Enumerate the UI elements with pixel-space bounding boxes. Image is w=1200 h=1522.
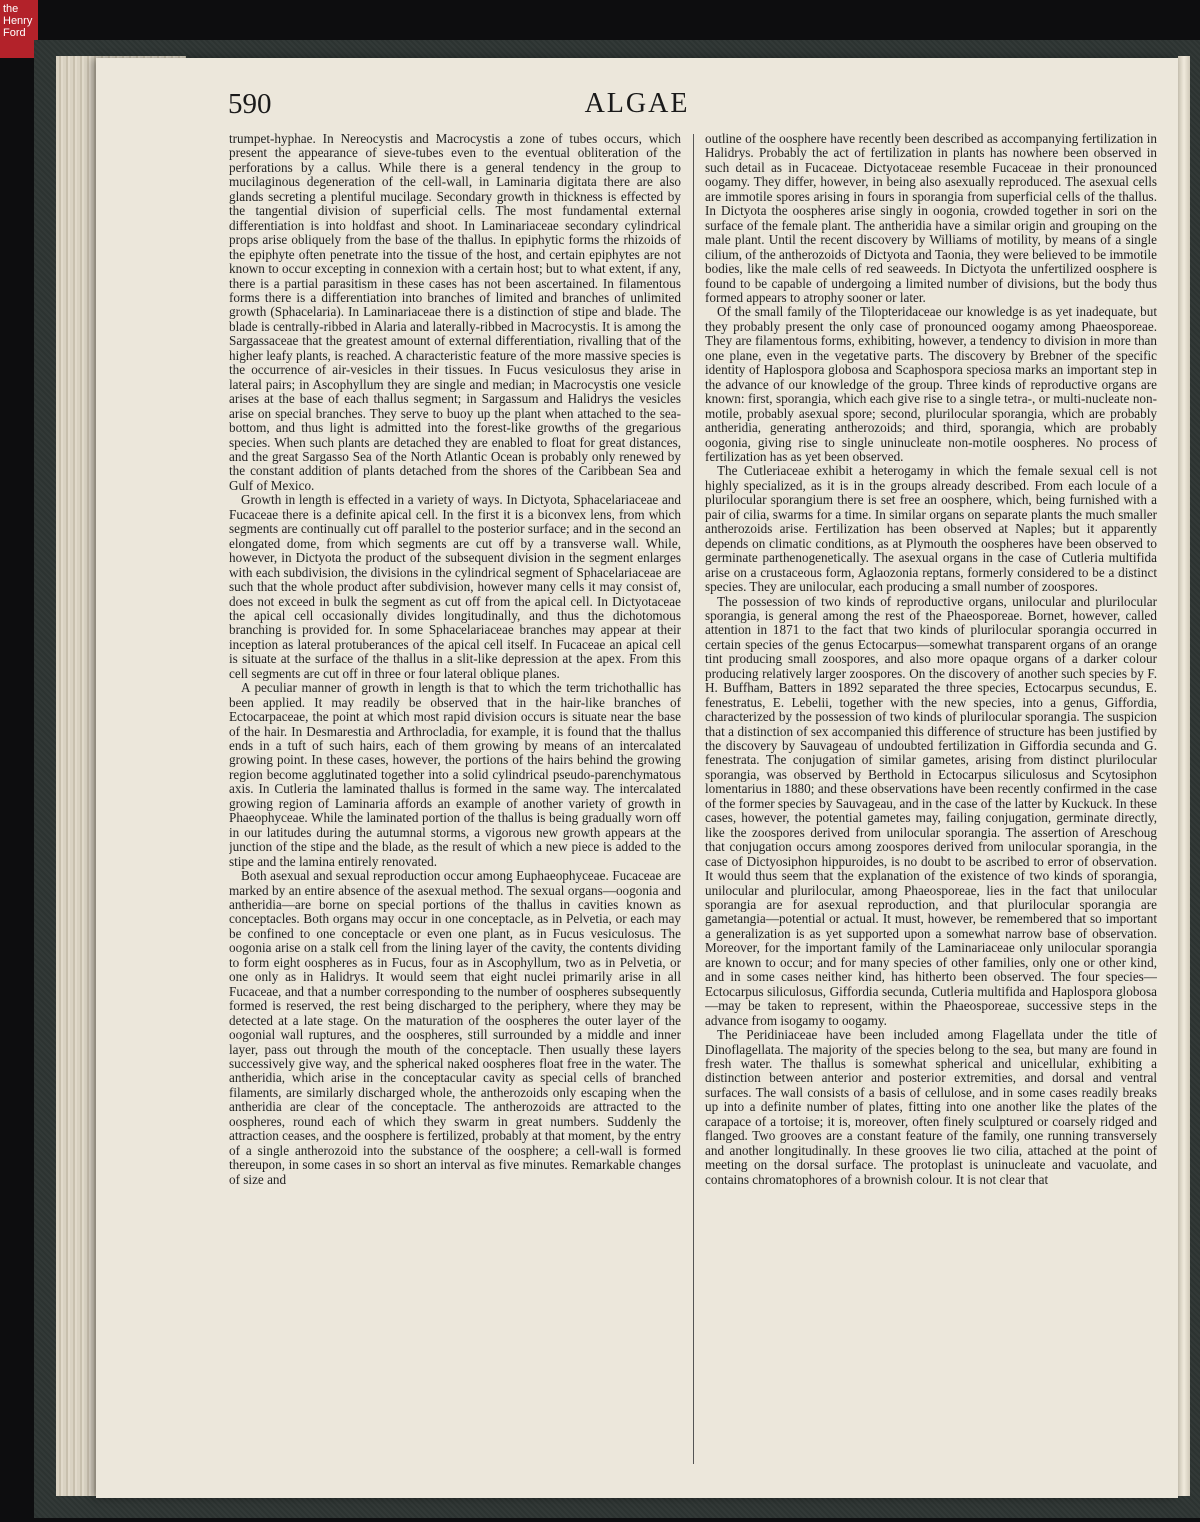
right-column bbox=[705, 132, 1157, 1472]
left-column bbox=[229, 132, 681, 1472]
column-rule bbox=[693, 134, 694, 1464]
book-page bbox=[96, 58, 1178, 1498]
paragraph: Of the small family of the Tilopteridaceae our knowledge is as yet inadequate, but they probably present the only case of pronounced oogamy among Phaeosporeae. They are filamentous forms, exhibiting, however, a tendency to division in more than one plane, even in the vegetative parts. The discovery by Brebner of the specific identity of Haplospora globosa and Scaphospora speciosa marks an important step in the advance of our knowledge of the group. Three kinds of reproductive organs are known: first, sporangia, which each give rise to a single tetra-, or multi-nucleate non-motile, probably asexual spore; second, plurilocular sporangia, which are probably antheridia, generating antherozoids; and third, sporangia, which are probably oogonia, giving rise to single uninucleate non-motile oospheres. No process of fertilization has as yet been observed. bbox=[705, 304, 1157, 464]
paragraph: Both asexual and sexual reproduction occur among Euphaeophyceae. Fucaceae are marked by an entire absence of the asexual method. The sexual organs—oogonia and antheridia—are borne on special portions of the thallus in cavities known as conceptacles. Both organs may occur in one conceptacle, as in Pelvetia, or each may be confined to one conceptacle or even one plant, as in Fucus vesiculosus. The oogonia arise on a stalk cell from the lining layer of the cavity, the contents dividing to form eight oospheres as in Fucus, four as in Ascophyllum, two as in Pelvetia, or one only as in Halidrys. It would seem that eight nuclei primarily arise in all Fucaceae, and that a number corresponding to the number of oospheres subsequently formed is reserved, the rest being discharged to the periphery, where they may be detected at a late stage. On the maturation of the oospheres the outer layer of the oogonial wall ruptures, and the oospheres, still surrounded by a middle and inner layer, pass out through the mouth of the conceptacle. Then usually these layers successively give way, and the spherical naked oospheres float free in the water. The antheridia, which arise in the conceptacular cavity as special cells of branched filaments, are similarly discharged whole, the antherozoids only escaping when the antheridia are clear of the conceptacle. The antherozoids are attracted to the oospheres, round each of which they swarm in great numbers. Suddenly the attraction ceases, and the oosphere is fertilized, probably at that moment, by the entry of a single antherozoid into the substance of the oosphere; a cell-wall is formed thereupon, in some cases in so short an interval as five minutes. Remarkable changes of size and bbox=[229, 868, 681, 1187]
paragraph: The possession of two kinds of reproductive organs, unilocular and plurilocular sporangia, is general among the rest of the Phaeosporeae. Bornet, however, called attention in 1871 to the fact that two kinds of plurilocular sporangia occurred in certain species of the genus Ectocarpus—somewhat transparent organs of an orange tint producing small zoospores, and also more opaque organs of a darker colour producing relatively larger zoospores. On the discovery of another such species by F. H. Buffham, Batters in 1892 separated the three species, Ectocarpus secundus, E. fenestratus, E. Lebelii, together with the new species, into a genus, Giffordia, characterized by the possession of two kinds of plurilocular sporangia. The suspicion that a distinction of sex accompanied this difference of structure has been justified by the discovery by Sauvageau of undoubted fertilization in Giffordia secunda and G. fenestrata. The conjugation of similar gametes, arising from distinct plurilocular sporangia, was observed by Berthold in Ectocarpus siliculosus and Scytosiphon lomentarius in 1880; and these observations have been recently confirmed in the case of the former species by Sauvageau, and in the case of the latter by Kuckuck. In these cases, however, the potential gametes may, failing conjugation, germinate directly, like the zoospores derived from unilocular sporangia. The assertion of Areschoug that conjugation occurs among zoospores derived from unilocular sporangia, in the case of Dictyosiphon hippuroides, is no doubt to be ascribed to error of observation. It would thus seem that the explanation of the existence of two kinds of sporangia, unilocular and plurilocular, among Phaeosporeae, lies in the fact that unilocular sporangia are for asexual reproduction, and that plurilocular sporangia are gametangia—potential or actual. It must, however, be remembered that so important a generalization is as yet supported upon a somewhat narrow base of observation. Moreover, for the important family of the Laminariaceae only unilocular sporangia are known to occur; and for many species of other families, only one or other kind, and in some cases neither kind, has hitherto been observed. The four species—Ectocarpus siliculosus, Giffordia secunda, Cutleria multifida and Haplospora globosa—may be taken to represent, within the Phaeosporeae, successive steps in the advance from isogamy to oogamy. bbox=[705, 593, 1157, 1028]
paragraph: Growth in length is effected in a variety of ways. In Dictyota, Sphacelariaceae and Fucaceae there is a definite apical cell. In the first it is a biconvex lens, from which segments are continually cut off parallel to the posterior surface; and in the second an elongated dome, from which segments are cut off by a transverse wall. While, however, in Dictyota the product of the subsequent division in the segment enlarges with each subdivision, the divisions in the cylindrical segment of Sphacelariaceae are such that the whole product after subdivision, however many cells it may consist of, does not exceed in bulk the segment as cut off from the apical cell. In Dictyotaceae the apical cell occasionally divides longitudinally, and thus the dichotomous branching is provided for. In some Sphacelariaceae branches may appear at their inception as lateral protuberances of the apical cell itself. In Fucaceae an apical cell is situate at the surface of the thallus in a slit-like depression at the apex. From this cell segments are cut off in three or four lateral oblique planes. bbox=[229, 492, 681, 681]
paragraph: trumpet-hyphae. In Nereocystis and Macrocystis a zone of tubes occurs, which present the appearance of sieve-tubes even to the eventual obliteration of the perforations by a callus. While there is a general tendency in the group to mucilaginous degeneration of the cell-wall, in Laminaria digitata there are also glands secreting a plentiful mucilage. Secondary growth in thickness is effected by the tangential division of superficial cells. The most fundamental external differentiation is into holdfast and shoot. In Laminariaceae secondary cylindrical props arise obliquely from the base of the thallus. In epiphytic forms the rhizoids of the epiphyte often penetrate into the tissue of the host, and certain epiphytes are not known to occur excepting in connexion with a certain host; but to what extent, if any, there is a partial parasitism in these cases has not been ascertained. In filamentous forms there is a differentiation into branches of limited and branches of unlimited growth (Sphacelaria). In Laminariaceae there is a distinction of stipe and blade. The blade is centrally-ribbed in Alaria and laterally-ribbed in Macrocystis. It is among the Sargassaceae that the greatest amount of external differentiation, rivalling that of the higher leafy plants, is reached. A characteristic feature of the more massive species is the occurrence of air-vesicles in their tissues. In Fucus vesiculosus they arise in lateral pairs; in Ascophyllum they are single and median; in Macrocystis one vesicle arises at the base of each thallus segment; in Sargassum and Halidrys the vesicles arise on special branches. They serve to buoy up the plant when attached to the sea-bottom, and thus light is admitted into the forest-like growths of the gregarious species. When such plants are detached they are enabled to float for great distances, and the great Sargasso Sea of the North Atlantic Ocean is probably only renewed by the constant addition of plants detached from the shores of the Caribbean Sea and Gulf of Mexico. bbox=[229, 132, 681, 493]
book-gutter bbox=[1178, 56, 1190, 1496]
henry-ford-logo: the Henry Ford bbox=[0, 0, 38, 58]
paragraph: The Peridiniaceae have been included among Flagellata under the title of Dinoflagellata. The majority of the species belong to the sea, but many are found in fresh water. The thallus is somewhat spherical and unicellular, exhibiting a distinction between anterior and posterior extremities, and dorsal and ventral surfaces. The wall consists of a basis of cellulose, and in some cases readily breaks up into a definite number of plates, fitting into one another like the plates of the carapace of a tortoise; it is, moreover, often finely sculptured or coarsely ridged and flanged. Two grooves are a constant feature of the family, one running transversely and another longitudinally. In these grooves lie two cilia, attached at the point of meeting on the dorsal surface. The protoplast is uninucleate and vacuolate, and contains chromatophores of a brownish colour. It is not clear that bbox=[705, 1027, 1157, 1187]
paragraph: The Cutleriaceae exhibit a heterogamy in which the female sexual cell is not highly specialized, as it is in the groups already described. From each locule of a plurilocular sporangium there is set free an oosphere, which, being furnished with a pair of cilia, swarms for a time. In similar organs on separate plants the much smaller antherozoids arise. Fertilization has been observed at Naples; but it apparently depends on climatic conditions, as at Plymouth the oospheres have been observed to germinate parthenogenetically. The asexual organs in the case of Cutleria multifida arise on a crustaceous form, Aglaozonia reptans, formerly considered to be a distinct species. They are unilocular, each producing a small number of zoospores. bbox=[705, 463, 1157, 595]
paragraph: A peculiar manner of growth in length is that to which the term trichothallic has been applied. It may readily be observed that in the hair-like branches of Ectocarpaceae, the point at which most rapid division occurs is situate near the base of the hair. In Desmarestia and Arthrocladia, for example, it is found that the thallus ends in a tuft of such hairs, each of them growing by means of an intercalated growing point. In these cases, however, the portions of the hairs behind the growing region become agglutinated together into a solid cylindrical pseudo-parenchymatous axis. In Cutleria the laminated thallus is formed in the same way. The intercalated growing region of Laminaria affords an example of another variety of growth in Phaeophyceae. While the laminated portion of the thallus is being gradually worn off in our latitudes during the autumnal storms, a vigorous new growth appears at the junction of the stipe and the blade, as the result of which a new piece is added to the stipe and the lamina entirely renovated. bbox=[229, 680, 681, 869]
page-number: 590 bbox=[228, 88, 272, 120]
paragraph: outline of the oosphere have recently been described as accompanying fertilization in Halidrys. Probably the act of fertilization in plants has nowhere been observed in such detail as in Fucaceae. Dictyotaceae resemble Fucaceae in their pronounced oogamy. They differ, however, in being also asexually reproduced. The asexual cells are immotile spores arising in fours in sporangia from superficial cells of the thallus. In Dictyota the oospheres arise singly in oogonia, crowded together in sori on the surface of the female plant. The antheridia have a similar origin and grouping on the male plant. Until the recent discovery by Williams of motility, by means of a single cilium, of the antherozoids of Dictyota and Taonia, they were believed to be immotile bodies, like the male cells of red seaweeds. In Dictyota the unfertilized oosphere is found to be capable of undergoing a limited number of divisions, but the body thus formed appears to atrophy sooner or later. bbox=[705, 132, 1157, 305]
running-head: ALGAE bbox=[584, 88, 690, 119]
